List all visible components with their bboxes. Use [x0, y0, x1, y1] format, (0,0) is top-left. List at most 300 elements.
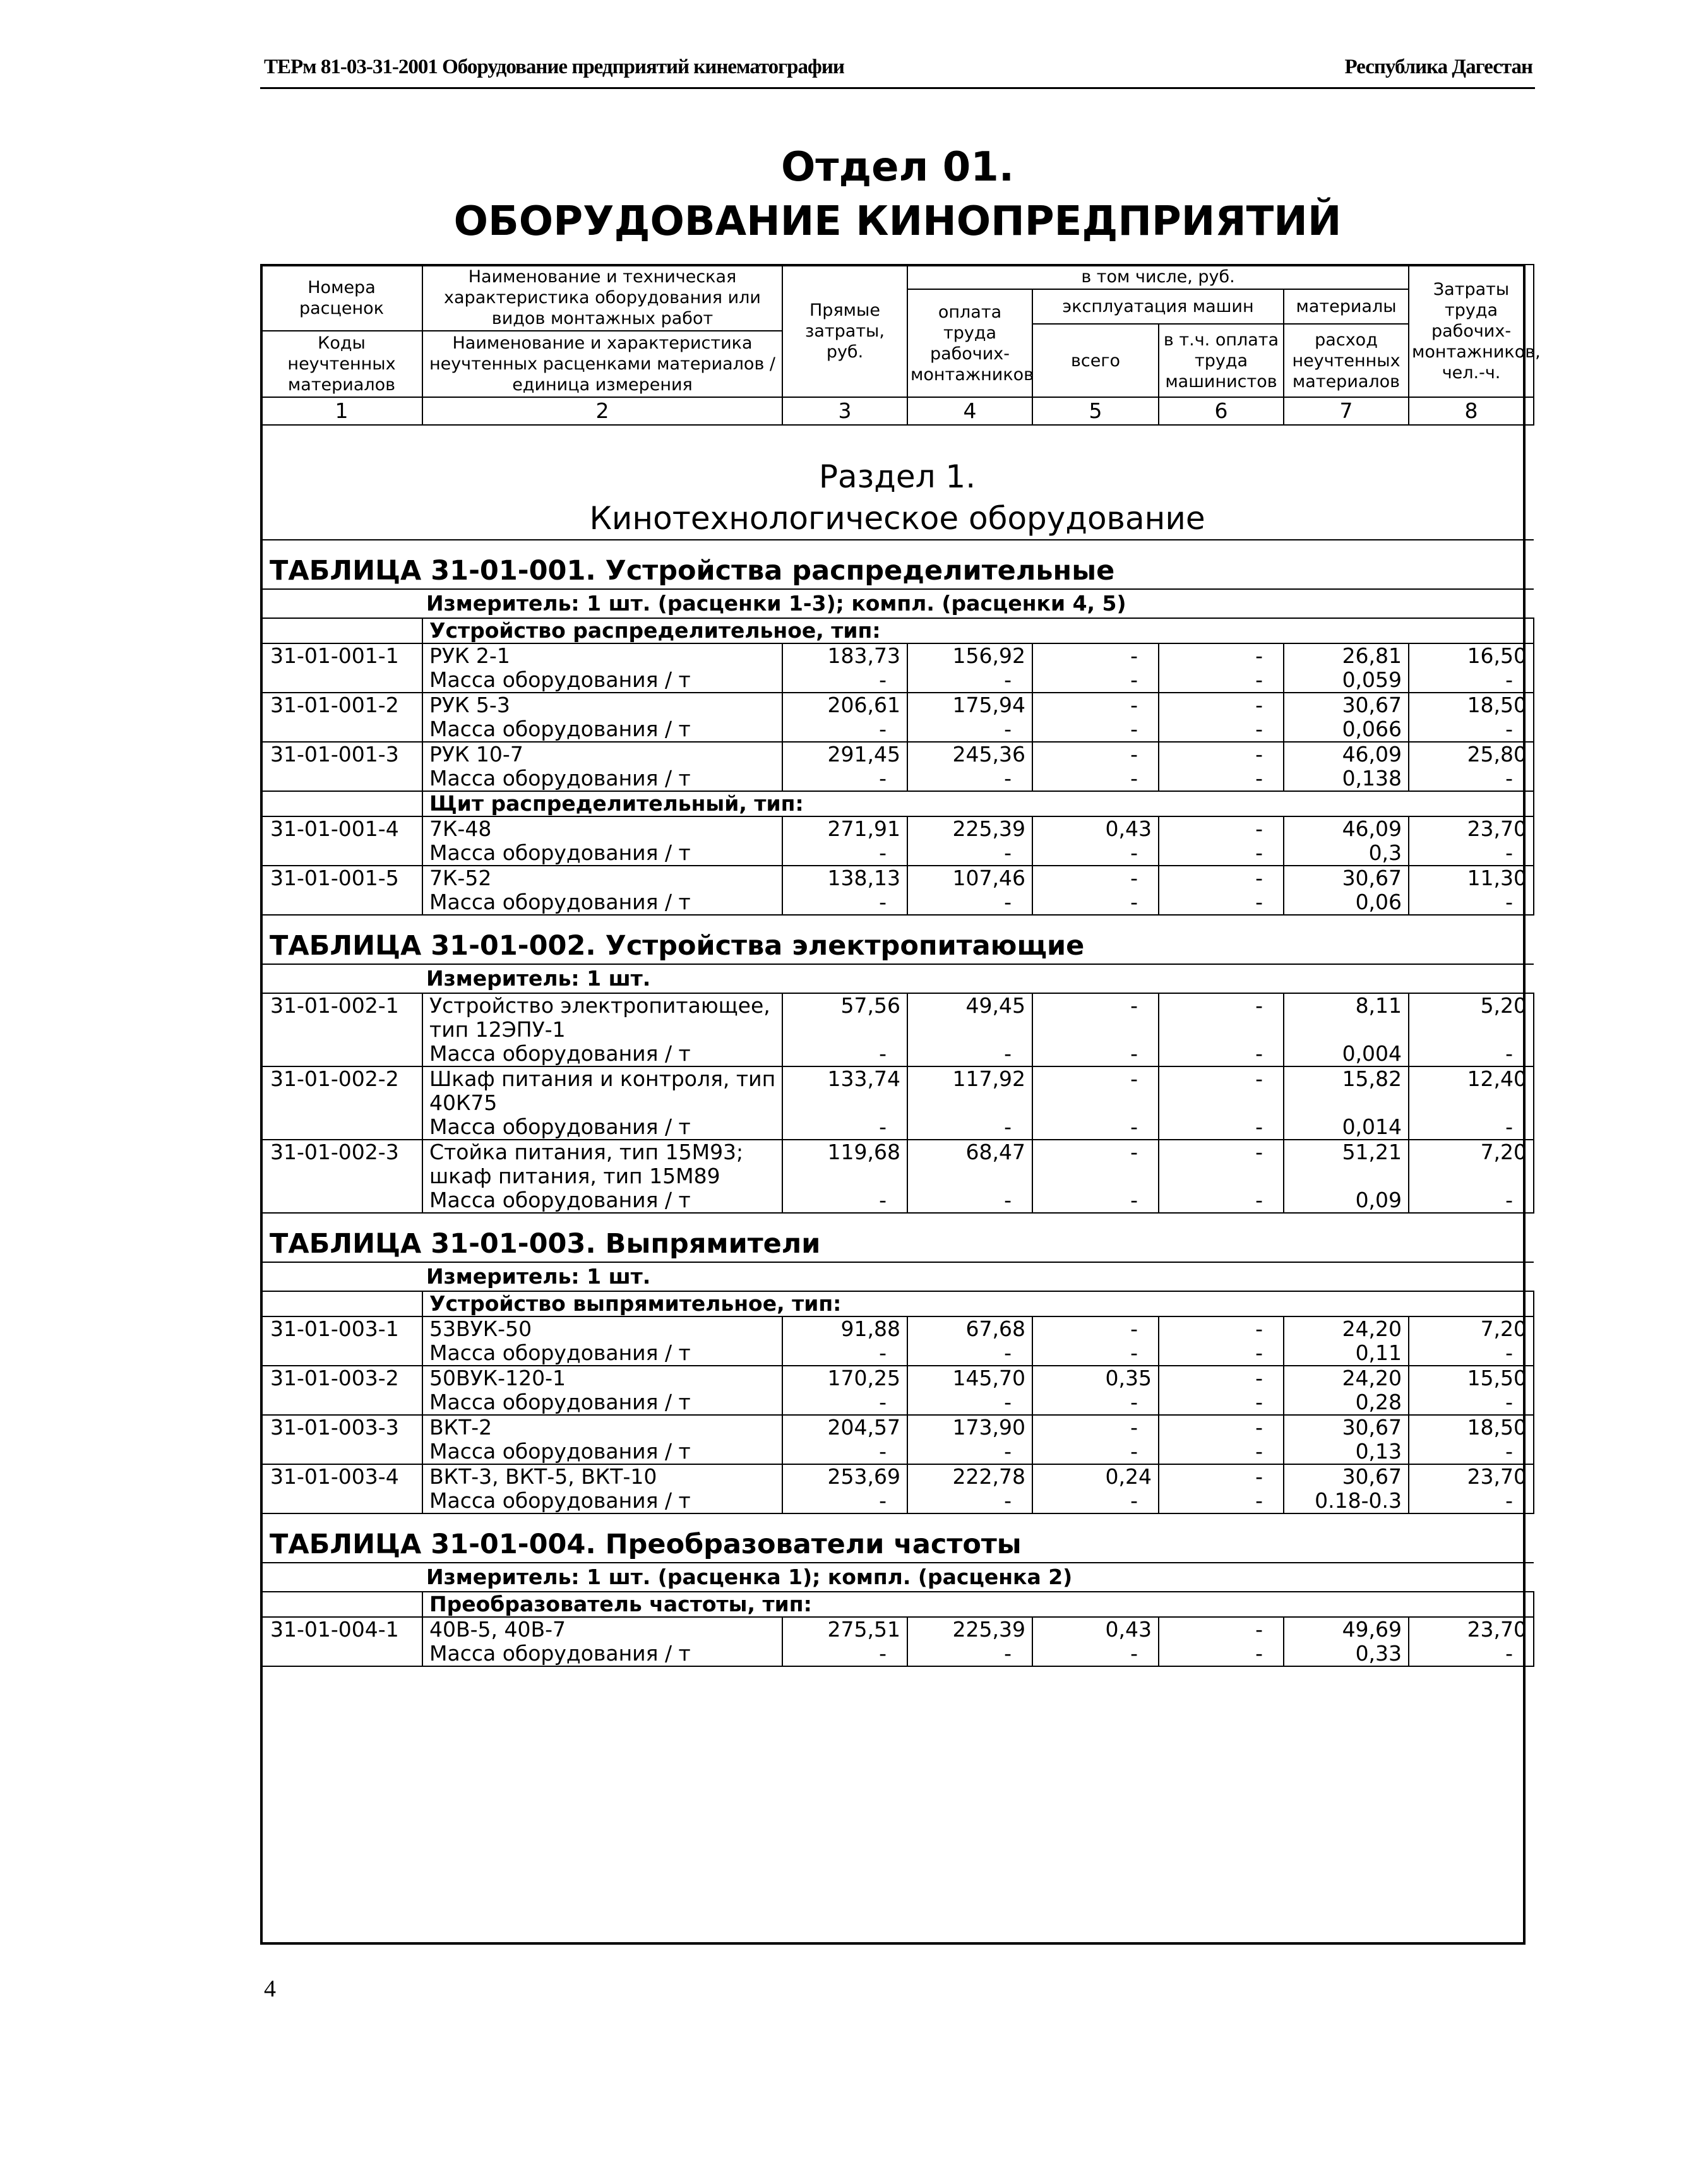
value-c5: - — [1032, 1316, 1159, 1341]
value-c3: 119,68 — [782, 1140, 907, 1164]
rate-row — [261, 1617, 1534, 1642]
rate-name-line: Стойка питания, тип 15М93; — [422, 1140, 782, 1164]
value-c4 — [907, 1018, 1032, 1042]
mass-value: 0,059 — [1284, 668, 1409, 693]
value-c6: - — [1159, 1464, 1284, 1489]
column-number: 5 — [1032, 397, 1159, 425]
mass-row — [261, 1188, 1534, 1213]
mass-dash-c4: - — [907, 668, 1032, 693]
mass-dash-c5: - — [1032, 1390, 1159, 1415]
value-c4: 225,39 — [907, 816, 1032, 841]
value-c4: 68,47 — [907, 1140, 1032, 1164]
mass-label: Масса оборудования / т — [422, 767, 782, 791]
group-label-row — [261, 618, 1534, 643]
value-c6: - — [1159, 1617, 1284, 1642]
mass-dash-c4: - — [907, 890, 1032, 915]
value-c3: 133,74 — [782, 1066, 907, 1091]
mass-dash-c6: - — [1159, 668, 1284, 693]
value-c5 — [1032, 1091, 1159, 1115]
col-header-including: в том числе, руб. — [907, 265, 1409, 289]
mass-dash-c4: - — [907, 1390, 1032, 1415]
mass-value: 0,004 — [1284, 1042, 1409, 1066]
value-c4: 156,92 — [907, 643, 1032, 668]
mass-row — [261, 767, 1534, 791]
mass-dash-c6: - — [1159, 1390, 1284, 1415]
value-c6: - — [1159, 993, 1284, 1018]
value-c7: 30,67 — [1284, 866, 1409, 890]
value-c7: 8,11 — [1284, 993, 1409, 1018]
mass-dash-c3: - — [782, 767, 907, 791]
mass-dash-c6: - — [1159, 841, 1284, 866]
col-header-materials: материалы — [1284, 289, 1409, 324]
rate-name-line: 40К75 — [422, 1091, 782, 1115]
mass-label: Масса оборудования / т — [422, 717, 782, 742]
rate-name-line: Шкаф питания и контроля, тип — [422, 1066, 782, 1091]
value-c5: 0,43 — [1032, 1617, 1159, 1642]
mass-row — [261, 1390, 1534, 1415]
column-number: 4 — [907, 397, 1032, 425]
mass-dash-c8: - — [1409, 1642, 1534, 1666]
value-c5: - — [1032, 742, 1159, 767]
col-header-material-codes: Коды неучтенных материалов — [261, 331, 422, 397]
mass-dash-c8: - — [1409, 1188, 1534, 1213]
rate-row-continued — [261, 1091, 1534, 1115]
value-c6: - — [1159, 816, 1284, 841]
column-number: 8 — [1409, 397, 1534, 425]
rate-row — [261, 1415, 1534, 1440]
value-c4: 225,39 — [907, 1617, 1032, 1642]
value-c3: 170,25 — [782, 1366, 907, 1390]
rate-name-line: ВКТ-3, ВКТ-5, ВКТ-10 — [422, 1464, 782, 1489]
column-number: 7 — [1284, 397, 1409, 425]
value-c6 — [1159, 1164, 1284, 1188]
value-c6: - — [1159, 742, 1284, 767]
value-c3: 206,61 — [782, 693, 907, 717]
rate-row — [261, 742, 1534, 767]
rate-name-line: Устройство электропитающее, — [422, 993, 782, 1018]
value-c6 — [1159, 1091, 1284, 1115]
mass-dash-c6: - — [1159, 1440, 1284, 1464]
table-meter: Измеритель: 1 шт. — [261, 1262, 1534, 1291]
mass-value: 0,09 — [1284, 1188, 1409, 1213]
group-label: Преобразователь частоты, тип: — [422, 1592, 1534, 1617]
mass-dash-c5: - — [1032, 1440, 1159, 1464]
group-label: Устройство распределительное, тип: — [422, 618, 1534, 643]
mass-dash-c6: - — [1159, 767, 1284, 791]
value-c5: - — [1032, 1066, 1159, 1091]
price-table — [260, 264, 1541, 1667]
value-c6: - — [1159, 693, 1284, 717]
mass-value: 0,28 — [1284, 1390, 1409, 1415]
mass-label: Масса оборудования / т — [422, 841, 782, 866]
value-c3: 253,69 — [782, 1464, 907, 1489]
value-c5: 0,43 — [1032, 816, 1159, 841]
mass-value: 0,138 — [1284, 767, 1409, 791]
col-header-machines: эксплуатация машин — [1032, 289, 1284, 324]
mass-row — [261, 1341, 1534, 1366]
empty-cell — [261, 841, 422, 866]
mass-label: Масса оборудования / т — [422, 1341, 782, 1366]
mass-dash-c3: - — [782, 890, 907, 915]
value-c8: 5,20 — [1409, 993, 1534, 1018]
mass-label: Масса оборудования / т — [422, 1188, 782, 1213]
value-c3: 291,45 — [782, 742, 907, 767]
value-c6: - — [1159, 1366, 1284, 1390]
mass-dash-c4: - — [907, 1115, 1032, 1140]
value-c4: 67,68 — [907, 1316, 1032, 1341]
price-table-frame — [260, 264, 1541, 1945]
value-c7: 49,69 — [1284, 1617, 1409, 1642]
value-c8: 12,40 — [1409, 1066, 1534, 1091]
rate-code: 31-01-001-4 — [261, 816, 422, 841]
section-name: Кинотехнологическое оборудование — [589, 500, 1205, 537]
mass-dash-c8: - — [1409, 717, 1534, 742]
mass-label: Масса оборудования / т — [422, 1390, 782, 1415]
rate-code: 31-01-002-1 — [261, 993, 422, 1018]
empty-cell — [261, 1390, 422, 1415]
mass-dash-c6: - — [1159, 1188, 1284, 1213]
value-c4: 245,36 — [907, 742, 1032, 767]
mass-row — [261, 1115, 1534, 1140]
mass-row — [261, 890, 1534, 915]
group-label-row — [261, 1291, 1534, 1316]
rate-code — [261, 1164, 422, 1188]
mass-dash-c5: - — [1032, 1341, 1159, 1366]
running-header-region: Республика Дагестан — [1344, 56, 1532, 78]
mass-dash-c3: - — [782, 1642, 907, 1666]
mass-dash-c5: - — [1032, 717, 1159, 742]
value-c4: 173,90 — [907, 1415, 1032, 1440]
value-c3: 183,73 — [782, 643, 907, 668]
mass-dash-c8: - — [1409, 890, 1534, 915]
empty-cell — [261, 767, 422, 791]
col-header-direct-costs: Прямые затраты, руб. — [782, 265, 907, 397]
col-header-machines-total: всего — [1032, 324, 1159, 397]
page-number: 4 — [264, 1976, 276, 2002]
value-c7: 24,20 — [1284, 1366, 1409, 1390]
column-number: 6 — [1159, 397, 1284, 425]
mass-dash-c4: - — [907, 767, 1032, 791]
mass-value: 0,06 — [1284, 890, 1409, 915]
rate-row — [261, 1464, 1534, 1489]
value-c6: - — [1159, 643, 1284, 668]
empty-cell — [261, 668, 422, 693]
table-meter-row — [261, 964, 1534, 993]
mass-dash-c5: - — [1032, 1642, 1159, 1666]
rate-code: 31-01-003-4 — [261, 1464, 422, 1489]
rate-name-line: 7К-52 — [422, 866, 782, 890]
rate-name-line: 53ВУК-50 — [422, 1316, 782, 1341]
col-header-labour-pay: оплата труда рабочих-монтажников — [907, 289, 1032, 397]
mass-dash-c6: - — [1159, 1489, 1284, 1513]
value-c8: 23,70 — [1409, 816, 1534, 841]
mass-dash-c6: - — [1159, 1341, 1284, 1366]
group-label: Устройство выпрямительное, тип: — [422, 1291, 1534, 1316]
rate-code: 31-01-002-2 — [261, 1066, 422, 1091]
table-meter: Измеритель: 1 шт. (расценка 1); компл. (расценка 2) — [261, 1563, 1534, 1592]
mass-dash-c4: - — [907, 1341, 1032, 1366]
rate-row — [261, 693, 1534, 717]
value-c4 — [907, 1091, 1032, 1115]
mass-dash-c8: - — [1409, 1115, 1534, 1140]
mass-dash-c5: - — [1032, 767, 1159, 791]
rate-row-continued — [261, 1164, 1534, 1188]
mass-dash-c4: - — [907, 1642, 1032, 1666]
value-c4: 117,92 — [907, 1066, 1032, 1091]
mass-label: Масса оборудования / т — [422, 1440, 782, 1464]
value-c8 — [1409, 1018, 1534, 1042]
value-c8 — [1409, 1091, 1534, 1115]
value-c3: 271,91 — [782, 816, 907, 841]
mass-dash-c3: - — [782, 668, 907, 693]
column-number: 3 — [782, 397, 907, 425]
mass-dash-c8: - — [1409, 841, 1534, 866]
mass-dash-c3: - — [782, 1390, 907, 1415]
col-header-name: Наименование и техническая характеристика оборудования или видов монтажных работ — [422, 265, 782, 331]
mass-dash-c6: - — [1159, 717, 1284, 742]
value-c8: 16,50 — [1409, 643, 1534, 668]
value-c6: - — [1159, 1415, 1284, 1440]
value-c5: - — [1032, 1140, 1159, 1164]
table-title-row — [261, 1513, 1534, 1563]
mass-row — [261, 1642, 1534, 1666]
value-c5: 0,24 — [1032, 1464, 1159, 1489]
mass-label: Масса оборудования / т — [422, 1489, 782, 1513]
mass-dash-c3: - — [782, 1341, 907, 1366]
value-c3: 91,88 — [782, 1316, 907, 1341]
mass-value: 0,014 — [1284, 1115, 1409, 1140]
rate-code — [261, 1091, 422, 1115]
rate-code: 31-01-003-1 — [261, 1316, 422, 1341]
header-rule — [260, 87, 1535, 89]
mass-dash-c4: - — [907, 1042, 1032, 1066]
table-title-row — [261, 540, 1534, 589]
table-meter-row — [261, 589, 1534, 618]
rate-name-line: РУК 2-1 — [422, 643, 782, 668]
section-number: Раздел 1. — [818, 458, 976, 495]
col-header-labour-hours: Затраты труда рабочих-монтажников, чел.-ч. — [1409, 265, 1534, 397]
rate-name-line: РУК 10-7 — [422, 742, 782, 767]
empty-cell — [261, 717, 422, 742]
mass-dash-c8: - — [1409, 1042, 1534, 1066]
value-c7: 24,20 — [1284, 1316, 1409, 1341]
rate-code: 31-01-001-2 — [261, 693, 422, 717]
value-c5: - — [1032, 1415, 1159, 1440]
column-numbers-row — [261, 397, 1534, 425]
mass-dash-c3: - — [782, 1188, 907, 1213]
table-title: ТАБЛИЦА 31-01-001. Устройства распределительные — [261, 540, 1534, 589]
value-c3: 57,56 — [782, 993, 907, 1018]
empty-cell — [261, 1489, 422, 1513]
value-c5: 0,35 — [1032, 1366, 1159, 1390]
mass-dash-c5: - — [1032, 890, 1159, 915]
value-c5 — [1032, 1018, 1159, 1042]
rate-code: 31-01-003-2 — [261, 1366, 422, 1390]
empty-cell — [261, 618, 422, 643]
value-c7 — [1284, 1018, 1409, 1042]
value-c3: 275,51 — [782, 1617, 907, 1642]
rate-row — [261, 993, 1534, 1018]
value-c8: 18,50 — [1409, 693, 1534, 717]
column-number: 2 — [422, 397, 782, 425]
mass-dash-c4: - — [907, 841, 1032, 866]
value-c4: 107,46 — [907, 866, 1032, 890]
mass-dash-c8: - — [1409, 1489, 1534, 1513]
rate-row — [261, 816, 1534, 841]
table-title-row — [261, 915, 1534, 964]
mass-value: 0,066 — [1284, 717, 1409, 742]
empty-cell — [261, 1042, 422, 1066]
value-c4 — [907, 1164, 1032, 1188]
rate-code: 31-01-004-1 — [261, 1617, 422, 1642]
mass-dash-c6: - — [1159, 890, 1284, 915]
empty-cell — [261, 1440, 422, 1464]
value-c5: - — [1032, 866, 1159, 890]
mass-row — [261, 1489, 1534, 1513]
group-label: Щит распределительный, тип: — [422, 791, 1534, 816]
empty-cell — [261, 1115, 422, 1140]
mass-value: 0,13 — [1284, 1440, 1409, 1464]
mass-dash-c3: - — [782, 1115, 907, 1140]
mass-value: 0.18-0.3 — [1284, 1489, 1409, 1513]
value-c5 — [1032, 1164, 1159, 1188]
value-c8: 7,20 — [1409, 1316, 1534, 1341]
rate-row — [261, 1316, 1534, 1341]
rate-name-line: тип 12ЭПУ-1 — [422, 1018, 782, 1042]
table-meter: Измеритель: 1 шт. — [261, 964, 1534, 993]
value-c3: 204,57 — [782, 1415, 907, 1440]
empty-cell — [261, 791, 422, 816]
department-number: Отдел 01. — [780, 144, 1015, 191]
value-c7: 46,09 — [1284, 742, 1409, 767]
rate-row — [261, 1366, 1534, 1390]
table-meter: Измеритель: 1 шт. (расценки 1-3); компл. (расценки 4, 5) — [261, 589, 1534, 618]
value-c8: 25,80 — [1409, 742, 1534, 767]
rate-name-line: ВКТ-2 — [422, 1415, 782, 1440]
value-c8: 11,30 — [1409, 866, 1534, 890]
mass-dash-c4: - — [907, 717, 1032, 742]
empty-cell — [261, 1291, 422, 1316]
rate-code: 31-01-003-3 — [261, 1415, 422, 1440]
col-header-rate-numbers: Номера расценок — [261, 265, 422, 331]
value-c7: 15,82 — [1284, 1066, 1409, 1091]
mass-dash-c6: - — [1159, 1042, 1284, 1066]
mass-dash-c3: - — [782, 1440, 907, 1464]
mass-dash-c3: - — [782, 717, 907, 742]
mass-dash-c4: - — [907, 1188, 1032, 1213]
rate-code — [261, 1018, 422, 1042]
value-c8: 7,20 — [1409, 1140, 1534, 1164]
mass-value: 0,3 — [1284, 841, 1409, 866]
value-c7: 51,21 — [1284, 1140, 1409, 1164]
table-meter-row — [261, 1262, 1534, 1291]
value-c7: 30,67 — [1284, 693, 1409, 717]
empty-cell — [261, 890, 422, 915]
rate-code: 31-01-002-3 — [261, 1140, 422, 1164]
rate-row — [261, 643, 1534, 668]
col-header-material-usage: расход неучтенных материалов — [1284, 324, 1409, 397]
rate-row — [261, 1066, 1534, 1091]
empty-cell — [261, 1341, 422, 1366]
mass-label: Масса оборудования / т — [422, 668, 782, 693]
mass-dash-c8: - — [1409, 1390, 1534, 1415]
mass-label: Масса оборудования / т — [422, 1642, 782, 1666]
group-label-row — [261, 1592, 1534, 1617]
value-c6: - — [1159, 866, 1284, 890]
value-c8: 15,50 — [1409, 1366, 1534, 1390]
mass-row — [261, 841, 1534, 866]
mass-dash-c4: - — [907, 1489, 1032, 1513]
mass-dash-c5: - — [1032, 1489, 1159, 1513]
value-c8: 23,70 — [1409, 1617, 1534, 1642]
value-c6: - — [1159, 1140, 1284, 1164]
mass-dash-c5: - — [1032, 1115, 1159, 1140]
value-c7: 46,09 — [1284, 816, 1409, 841]
table-title: ТАБЛИЦА 31-01-003. Выпрямители — [261, 1213, 1534, 1262]
mass-dash-c5: - — [1032, 1042, 1159, 1066]
rate-name-line: 7К-48 — [422, 816, 782, 841]
department-title — [260, 140, 1535, 249]
mass-value: 0,33 — [1284, 1642, 1409, 1666]
rate-name-line: 50ВУК-120-1 — [422, 1366, 782, 1390]
value-c3 — [782, 1164, 907, 1188]
table-title: ТАБЛИЦА 31-01-002. Устройства электропитающие — [261, 915, 1534, 964]
mass-row — [261, 668, 1534, 693]
value-c6 — [1159, 1018, 1284, 1042]
mass-dash-c5: - — [1032, 668, 1159, 693]
mass-dash-c8: - — [1409, 767, 1534, 791]
mass-dash-c8: - — [1409, 1440, 1534, 1464]
value-c4: 49,45 — [907, 993, 1032, 1018]
mass-dash-c3: - — [782, 1489, 907, 1513]
value-c8: 18,50 — [1409, 1415, 1534, 1440]
value-c7: 26,81 — [1284, 643, 1409, 668]
value-c8 — [1409, 1164, 1534, 1188]
col-header-material-name: Наименование и характеристика неучтенных расценками материалов / единица измерения — [422, 331, 782, 397]
value-c3: 138,13 — [782, 866, 907, 890]
empty-cell — [261, 1642, 422, 1666]
rate-name-line: шкаф питания, тип 15М89 — [422, 1164, 782, 1188]
mass-dash-c5: - — [1032, 1188, 1159, 1213]
rate-code: 31-01-001-1 — [261, 643, 422, 668]
mass-dash-c4: - — [907, 1440, 1032, 1464]
value-c7 — [1284, 1164, 1409, 1188]
mass-row — [261, 717, 1534, 742]
mass-dash-c8: - — [1409, 1341, 1534, 1366]
column-number: 1 — [261, 397, 422, 425]
empty-cell — [261, 1188, 422, 1213]
value-c4: 175,94 — [907, 693, 1032, 717]
value-c4: 145,70 — [907, 1366, 1032, 1390]
section-heading — [261, 425, 1534, 540]
rate-code: 31-01-001-5 — [261, 866, 422, 890]
value-c8: 23,70 — [1409, 1464, 1534, 1489]
value-c7: 30,67 — [1284, 1415, 1409, 1440]
mass-label: Масса оборудования / т — [422, 1115, 782, 1140]
mass-dash-c6: - — [1159, 1115, 1284, 1140]
rate-code: 31-01-001-3 — [261, 742, 422, 767]
rate-name-line: РУК 5-3 — [422, 693, 782, 717]
mass-row — [261, 1440, 1534, 1464]
rate-row — [261, 866, 1534, 890]
value-c5: - — [1032, 993, 1159, 1018]
col-header-operator-pay: в т.ч. оплата труда машинистов — [1159, 324, 1284, 397]
department-name: ОБОРУДОВАНИЕ КИНОПРЕДПРИЯТИЙ — [453, 198, 1342, 245]
rate-name-line: 40В-5, 40В-7 — [422, 1617, 782, 1642]
table-meter-row — [261, 1563, 1534, 1592]
table-title: ТАБЛИЦА 31-01-004. Преобразователи частоты — [261, 1513, 1534, 1563]
value-c5: - — [1032, 643, 1159, 668]
